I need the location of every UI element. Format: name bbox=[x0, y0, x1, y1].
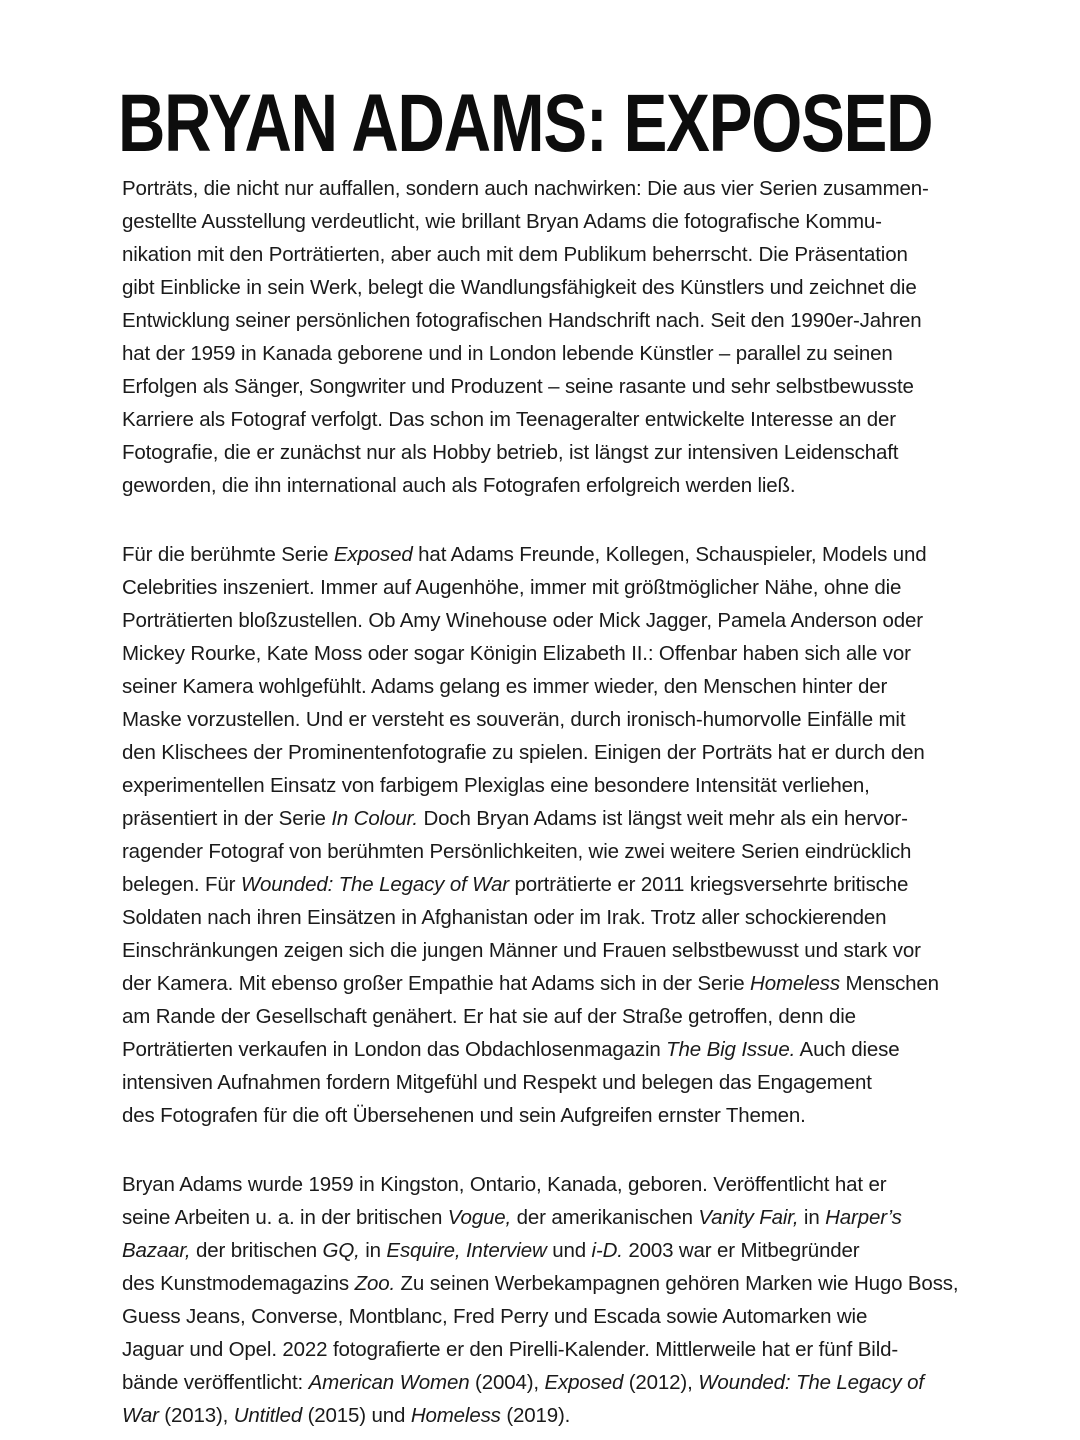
text-line bbox=[122, 703, 1042, 736]
text-line bbox=[122, 172, 1042, 205]
text-segment: Auch diese bbox=[795, 1038, 900, 1061]
text-line bbox=[122, 238, 1042, 271]
text-segment: (2013), bbox=[158, 1404, 234, 1427]
text-segment: Menschen bbox=[840, 972, 939, 995]
italic-text-segment: Zoo. bbox=[354, 1272, 396, 1295]
text-segment: Erfolgen als Sänger, Songwriter und Produzent – seine rasante und sehr selbstbewusste bbox=[122, 375, 914, 398]
text-line bbox=[122, 637, 1042, 670]
text-segment: der Kamera. Mit ebenso großer Empathie hat Adams sich in der Serie bbox=[122, 972, 751, 995]
text-segment: gibt Einblicke in sein Werk, belegt die Wandlungsfähigkeit des Künstlers und zeichnet die bbox=[122, 276, 917, 299]
text-segment: Guess Jeans, Converse, Montblanc, Fred Perry und Escada sowie Automarken wie bbox=[122, 1305, 868, 1328]
text-line bbox=[122, 736, 1042, 769]
text-segment: porträtierte er 2011 kriegsversehrte britische bbox=[508, 873, 909, 896]
text-segment: intensiven Aufnahmen fordern Mitgefühl und Respekt und belegen das Engagement bbox=[122, 1071, 872, 1094]
article-body bbox=[122, 172, 1042, 1432]
text-line bbox=[122, 304, 1042, 337]
italic-text-segment: Untitled bbox=[233, 1404, 303, 1427]
italic-text-segment: GQ, bbox=[322, 1239, 360, 1262]
text-segment: Entwicklung seiner persönlichen fotografischen Handschrift nach. Seit den 1990er-Jahren bbox=[122, 309, 922, 332]
text-segment: hat der 1959 in Kanada geborene und in London lebende Künstler – parallel zu seinen bbox=[122, 342, 893, 365]
text-line bbox=[122, 967, 1042, 1000]
text-segment: Porträtierten bloßzustellen. Ob Amy Winehouse oder Mick Jagger, Pamela Anderson oder bbox=[122, 609, 923, 632]
italic-text-segment: Homeless bbox=[750, 972, 840, 995]
text-segment: (2004), bbox=[469, 1371, 545, 1394]
italic-text-segment: The Big Issue. bbox=[666, 1038, 796, 1061]
text-line bbox=[122, 271, 1042, 304]
italic-text-segment: Vanity Fair, bbox=[698, 1206, 799, 1229]
text-segment: präsentiert in der Serie bbox=[122, 807, 332, 830]
italic-text-segment: i-D. bbox=[591, 1239, 623, 1262]
text-segment: Für die berühmte Serie bbox=[122, 543, 334, 566]
italic-text-segment: Exposed bbox=[544, 1371, 624, 1394]
text-segment: seine Arbeiten u. a. in der britischen bbox=[122, 1206, 448, 1229]
text-line bbox=[122, 1333, 1042, 1366]
text-segment: den Klischees der Prominentenfotografie zu spielen. Einigen der Porträts hat er durch den bbox=[122, 741, 925, 764]
paragraph bbox=[122, 1168, 1042, 1432]
text-line bbox=[122, 769, 1042, 802]
italic-text-segment: Homeless bbox=[410, 1404, 501, 1427]
text-segment: des Fotografen für die oft Übersehenen und sein Aufgreifen ernster Themen. bbox=[122, 1104, 806, 1127]
text-segment: bände veröffentlicht: bbox=[122, 1371, 309, 1394]
text-line bbox=[122, 337, 1042, 370]
text-line bbox=[122, 538, 1042, 571]
paragraph bbox=[122, 538, 1042, 1132]
text-segment: und bbox=[546, 1239, 592, 1262]
text-segment: des Kunstmodemagazins bbox=[122, 1272, 355, 1295]
text-line bbox=[122, 1366, 1042, 1399]
text-line bbox=[122, 1099, 1042, 1132]
text-line bbox=[122, 802, 1042, 835]
text-line bbox=[122, 1168, 1042, 1201]
text-line bbox=[122, 934, 1042, 967]
text-line bbox=[122, 1201, 1042, 1234]
text-segment: geworden, die ihn international auch als Fotografen erfolgreich werden ließ. bbox=[122, 474, 796, 497]
text-segment: Karriere als Fotograf verfolgt. Das schon im Teenageralter entwickelte Interesse an der bbox=[122, 408, 896, 431]
text-segment: Doch Bryan Adams ist längst weit mehr als ein hervor- bbox=[417, 807, 908, 830]
text-line bbox=[122, 370, 1042, 403]
italic-text-segment: Wounded: The Legacy of bbox=[698, 1371, 924, 1394]
text-segment: nikation mit den Porträtierten, aber auch mit dem Publikum beherrscht. Die Präsentation bbox=[122, 243, 908, 266]
text-line bbox=[122, 604, 1042, 637]
text-line bbox=[122, 1234, 1042, 1267]
text-segment: Porträtierten verkaufen in London das Obdachlosenmagazin bbox=[122, 1038, 667, 1061]
text-line bbox=[122, 1033, 1042, 1066]
text-segment: belegen. Für bbox=[122, 873, 241, 896]
text-line bbox=[122, 205, 1042, 238]
text-line bbox=[122, 571, 1042, 604]
italic-text-segment: Esquire, Interview bbox=[386, 1239, 547, 1262]
italic-text-segment: Exposed bbox=[333, 543, 413, 566]
text-segment: Porträts, die nicht nur auffallen, sondern auch nachwirken: Die aus vier Serien zusammen- bbox=[122, 177, 929, 200]
text-line bbox=[122, 670, 1042, 703]
text-segment: Einschränkungen zeigen sich die jungen Männer und Frauen selbstbewusst und stark vor bbox=[122, 939, 921, 962]
text-line bbox=[122, 403, 1042, 436]
text-segment: in bbox=[359, 1239, 387, 1262]
text-line bbox=[122, 835, 1042, 868]
text-segment: am Rande der Gesellschaft genähert. Er hat sie auf der Straße getroffen, denn die bbox=[122, 1005, 856, 1028]
text-segment: seiner Kamera wohlgefühlt. Adams gelang es immer wieder, den Menschen hinter der bbox=[122, 675, 888, 698]
italic-text-segment: Bazaar, bbox=[122, 1239, 191, 1262]
italic-text-segment: American Women bbox=[308, 1371, 470, 1394]
text-segment: (2015) und bbox=[302, 1404, 411, 1427]
text-segment: Jaguar und Opel. 2022 fotografierte er den Pirelli-Kalender. Mittlerweile hat er fünf Bild- bbox=[122, 1338, 899, 1361]
text-segment: experimentellen Einsatz von farbigem Plexiglas eine besondere Intensität verliehen, bbox=[122, 774, 870, 797]
text-segment: hat Adams Freunde, Kollegen, Schauspieler, Models und bbox=[412, 543, 927, 566]
text-segment: in bbox=[798, 1206, 826, 1229]
paragraph bbox=[122, 172, 1042, 502]
text-segment: der amerikanischen bbox=[511, 1206, 699, 1229]
text-segment: 2003 war er Mitbegründer bbox=[622, 1239, 860, 1262]
text-segment: Bryan Adams wurde 1959 in Kingston, Ontario, Kanada, geboren. Veröffentlicht hat er bbox=[122, 1173, 887, 1196]
text-line bbox=[122, 1000, 1042, 1033]
text-line bbox=[122, 436, 1042, 469]
text-segment: der britischen bbox=[190, 1239, 323, 1262]
text-segment: Zu seinen Werbekampagnen gehören Marken wie Hugo Boss, bbox=[395, 1272, 959, 1295]
text-segment: Maske vorzustellen. Und er versteht es souverän, durch ironisch-humorvolle Einfälle mit bbox=[122, 708, 906, 731]
text-segment: (2012), bbox=[623, 1371, 699, 1394]
text-line bbox=[122, 1066, 1042, 1099]
text-segment: (2019). bbox=[500, 1404, 571, 1427]
text-segment: ragender Fotograf von berühmten Persönlichkeiten, wie zwei weitere Serien eindrücklich bbox=[122, 840, 912, 863]
text-line bbox=[122, 1267, 1042, 1300]
text-segment: gestellte Ausstellung verdeutlicht, wie brillant Bryan Adams die fotografische Kommu- bbox=[122, 210, 882, 233]
text-line bbox=[122, 1399, 1042, 1432]
italic-text-segment: Harper’s bbox=[825, 1206, 902, 1229]
text-line bbox=[122, 469, 1042, 502]
text-segment: Celebrities inszeniert. Immer auf Augenhöhe, immer mit größtmöglicher Nähe, ohne die bbox=[122, 576, 902, 599]
italic-text-segment: In Colour. bbox=[331, 807, 418, 830]
text-line bbox=[122, 1300, 1042, 1333]
italic-text-segment: Wounded: The Legacy of War bbox=[240, 873, 509, 896]
text-line bbox=[122, 868, 1042, 901]
italic-text-segment: Vogue, bbox=[447, 1206, 512, 1229]
text-segment: Soldaten nach ihren Einsätzen in Afghanistan oder im Irak. Trotz aller schockierenden bbox=[122, 906, 887, 929]
text-segment: Mickey Rourke, Kate Moss oder sogar Königin Elizabeth II.: Offenbar haben sich alle vor bbox=[122, 642, 911, 665]
page-title: BRYAN ADAMS: EXPOSED bbox=[118, 77, 933, 169]
italic-text-segment: War bbox=[122, 1404, 159, 1427]
text-line bbox=[122, 901, 1042, 934]
text-segment: Fotografie, die er zunächst nur als Hobby betrieb, ist längst zur intensiven Leidenschaft bbox=[122, 441, 899, 464]
